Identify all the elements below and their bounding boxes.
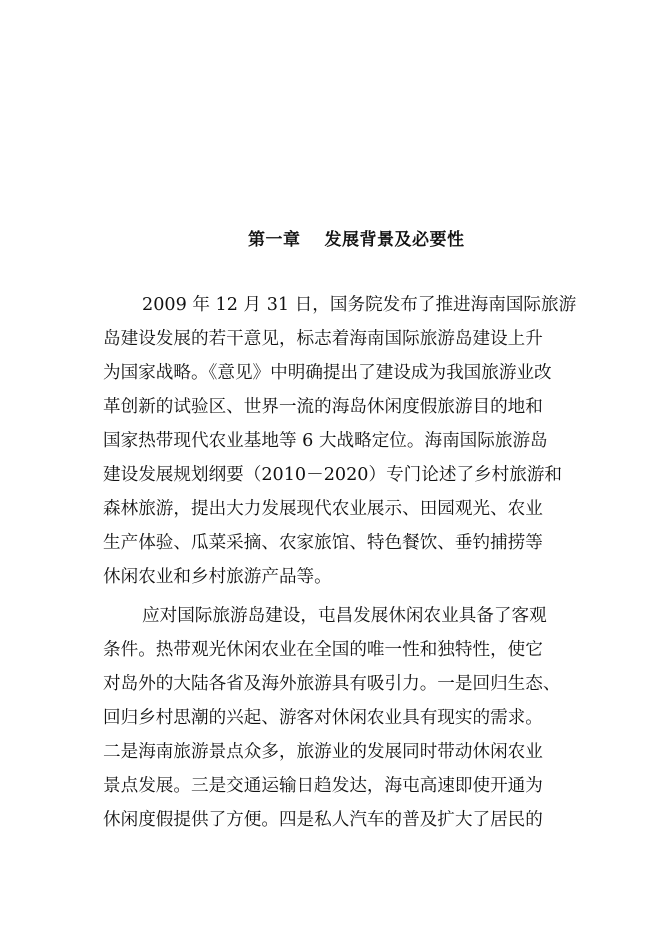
paragraph-line: 生产体验、瓜菜采摘、农家旅馆、特色餐饮、垂钓捕捞等 bbox=[103, 533, 543, 553]
paragraph-line: 对岛外的大陆各省及海外旅游具有吸引力。一是回归生态、 bbox=[103, 674, 561, 694]
paragraph-line: 景点发展。三是交通运输日趋发达，海屯高速即使开通为 bbox=[103, 776, 543, 796]
paragraph-line: 2009 年 12 月 31 日，国务院发布了推进海南国际旅游 bbox=[142, 295, 577, 315]
paragraph-line: 革创新的试验区、世界一流的海岛休闲度假旅游目的地和 bbox=[103, 397, 543, 417]
paragraph-line: 森林旅游，提出大力发展现代农业展示、田园观光、农业 bbox=[103, 499, 543, 519]
paragraph-line: 为国家战略。《意见》中明确提出了建设成为我国旅游业改 bbox=[103, 363, 552, 383]
paragraph-line: 条件。热带观光休闲农业在全国的唯一性和独特性，使它 bbox=[103, 640, 543, 660]
paragraph-line: 回归乡村思潮的兴起、游客对休闲农业具有现实的需求。 bbox=[103, 708, 543, 728]
paragraph-line: 国家热带现代农业基地等 6 大战略定位。海南国际旅游岛 bbox=[103, 431, 548, 451]
paragraph-line: 岛建设发展的若干意见，标志着海南国际旅游岛建设上升 bbox=[103, 329, 543, 349]
paragraph-line: 应对国际旅游岛建设，屯昌发展休闲农业具备了客观 bbox=[142, 606, 547, 626]
paragraph-line: 建设发展规划纲要（2010－2020）专门论述了乡村旅游和 bbox=[103, 465, 563, 485]
chapter-title: 发展背景及必要性 bbox=[324, 230, 465, 250]
chapter-number: 第一章 bbox=[248, 230, 301, 250]
paragraph-line: 休闲农业和乡村旅游产品等。 bbox=[103, 567, 332, 587]
paragraph-line: 二是海南旅游景点众多，旅游业的发展同时带动休闲农业 bbox=[103, 742, 543, 762]
chapter-heading bbox=[248, 225, 465, 250]
paragraph-line: 休闲度假提供了方便。四是私人汽车的普及扩大了居民的 bbox=[103, 810, 543, 830]
